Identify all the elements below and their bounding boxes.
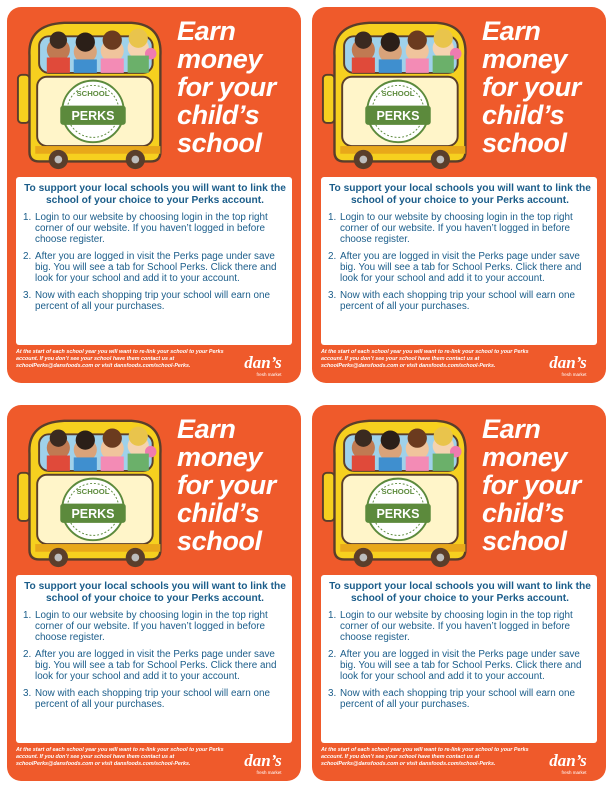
step-text: Login to our website by choosing login in the top right corner of our website. If you haven’t logged in before choose register. — [340, 610, 573, 643]
badge-school-text: SCHOOL — [76, 487, 110, 496]
step-text: Now with each shopping trip your school will earn one percent of all your purchases. — [35, 688, 270, 710]
step-item — [23, 251, 287, 284]
footer-note: At the start of each school year you will want to re-link your school to your Perks account. If you don’t see your school have them contact us at schoolPerks@dansfoods.com or visit dansfoods.com/school-Perks. — [16, 747, 224, 768]
headline-line: Earn — [482, 16, 541, 46]
dans-logo — [235, 746, 291, 777]
step-item — [23, 649, 287, 682]
step-number: 2. — [23, 251, 32, 262]
step-item — [328, 610, 592, 643]
logo-sub-text: fresh market — [561, 372, 587, 377]
step-number: 1. — [23, 212, 32, 223]
step-item — [328, 649, 592, 682]
step-text: Now with each shopping trip your school will earn one percent of all your purchases. — [35, 290, 270, 312]
step-text: Login to our website by choosing login in the top right corner of our website. If you haven’t logged in before choose register. — [35, 212, 268, 245]
step-text: After you are logged in visit the Perks page under save big. You will see a tab for School Perks. Click there and look for your school and add it to your account. — [340, 649, 582, 682]
logo-text: dan’s — [244, 751, 282, 770]
step-number: 3. — [23, 688, 32, 699]
step-text: After you are logged in visit the Perks page under save big. You will see a tab for School Perks. Click there and look for your school and add it to your account. — [340, 251, 582, 284]
logo-sub-text: fresh market — [256, 372, 282, 377]
step-item — [328, 212, 592, 245]
step-number: 1. — [328, 610, 337, 621]
badge-school-text: SCHOOL — [381, 487, 415, 496]
step-item — [328, 290, 592, 312]
logo-sub-text: fresh market — [256, 770, 282, 775]
step-item — [23, 212, 287, 245]
step-number: 3. — [328, 688, 337, 699]
headline-line: money — [482, 44, 568, 74]
intro-text: To support your local schools you will want to link the school of your choice to your Perks account. — [329, 183, 591, 206]
headline-line: child’s — [482, 100, 565, 130]
dans-logo — [540, 746, 596, 777]
school-bus-illustration — [16, 416, 170, 572]
instructions-panel — [321, 177, 597, 345]
steps-list — [23, 610, 287, 716]
instructions-panel — [321, 575, 597, 743]
headline-line: child’s — [482, 498, 565, 528]
headline-line: school — [482, 526, 567, 556]
badge-school-text: SCHOOL — [76, 89, 110, 99]
headline-line: school — [482, 128, 567, 158]
badge-perks-text: PERKS — [71, 507, 115, 522]
intro-text: To support your local schools you will want to link the school of your choice to your Perks account. — [24, 183, 286, 206]
step-text: Login to our website by choosing login in the top right corner of our website. If you haven’t logged in before choose register. — [340, 212, 573, 245]
step-number: 3. — [23, 290, 32, 301]
headline-line: school — [177, 526, 262, 556]
headline — [482, 415, 604, 555]
school-bus-illustration — [321, 416, 475, 572]
badge-perks-text: PERKS — [376, 109, 420, 124]
step-number: 2. — [328, 649, 337, 660]
badge-school-text: SCHOOL — [381, 89, 415, 99]
logo-text: dan’s — [549, 353, 587, 372]
headline — [177, 415, 299, 555]
headline-line: money — [177, 442, 263, 472]
badge-perks-text: PERKS — [376, 507, 420, 522]
headline-line: for your — [482, 470, 581, 500]
intro-text: To support your local schools you will want to link the school of your choice to your Perks account. — [24, 581, 286, 604]
school-bus-illustration — [321, 18, 475, 174]
step-number: 2. — [23, 649, 32, 660]
headline-line: for your — [177, 470, 276, 500]
logo-text: dan’s — [244, 353, 282, 372]
headline-line: Earn — [482, 414, 541, 444]
headline-line: for your — [482, 72, 581, 102]
dans-logo — [540, 348, 596, 379]
footer-note: At the start of each school year you will want to re-link your school to your Perks account. If you don’t see your school have them contact us at schoolPerks@dansfoods.com or visit dansfoods.com/school-Perks. — [321, 747, 529, 768]
headline — [177, 17, 299, 157]
step-text: After you are logged in visit the Perks page under save big. You will see a tab for School Perks. Click there and look for your school and add it to your account. — [35, 649, 277, 682]
step-item — [328, 688, 592, 710]
school-perks-flyer-1 — [7, 7, 301, 383]
school-perks-flyer-2 — [312, 7, 606, 383]
logo-sub-text: fresh market — [561, 770, 587, 775]
step-number: 1. — [328, 212, 337, 223]
step-item — [23, 610, 287, 643]
step-item — [328, 251, 592, 284]
school-perks-flyer-4 — [312, 405, 606, 781]
footer-note: At the start of each school year you will want to re-link your school to your Perks account. If you don’t see your school have them contact us at schoolPerks@dansfoods.com or visit dansfoods.com/school-Perks. — [321, 349, 529, 370]
steps-list — [23, 212, 287, 318]
step-text: Login to our website by choosing login in the top right corner of our website. If you haven’t logged in before choose register. — [35, 610, 268, 643]
step-item — [23, 290, 287, 312]
badge-perks-text: PERKS — [71, 109, 115, 124]
headline-line: money — [177, 44, 263, 74]
step-number: 3. — [328, 290, 337, 301]
step-number: 2. — [328, 251, 337, 262]
steps-list — [328, 212, 592, 318]
school-bus-illustration — [16, 18, 170, 174]
logo-text: dan’s — [549, 751, 587, 770]
headline-line: child’s — [177, 498, 260, 528]
dans-logo — [235, 348, 291, 379]
step-item — [23, 688, 287, 710]
footer-note: At the start of each school year you will want to re-link your school to your Perks account. If you don’t see your school have them contact us at schoolPerks@dansfoods.com or visit dansfoods.com/school-Perks. — [16, 349, 224, 370]
instructions-panel — [16, 575, 292, 743]
headline-line: for your — [177, 72, 276, 102]
step-text: After you are logged in visit the Perks page under save big. You will see a tab for School Perks. Click there and look for your school and add it to your account. — [35, 251, 277, 284]
school-perks-flyer-3 — [7, 405, 301, 781]
intro-text: To support your local schools you will want to link the school of your choice to your Perks account. — [329, 581, 591, 604]
headline-line: school — [177, 128, 262, 158]
headline — [482, 17, 604, 157]
headline-line: Earn — [177, 16, 236, 46]
headline-line: child’s — [177, 100, 260, 130]
instructions-panel — [16, 177, 292, 345]
step-text: Now with each shopping trip your school will earn one percent of all your purchases. — [340, 688, 575, 710]
steps-list — [328, 610, 592, 716]
headline-line: Earn — [177, 414, 236, 444]
step-number: 1. — [23, 610, 32, 621]
headline-line: money — [482, 442, 568, 472]
step-text: Now with each shopping trip your school will earn one percent of all your purchases. — [340, 290, 575, 312]
